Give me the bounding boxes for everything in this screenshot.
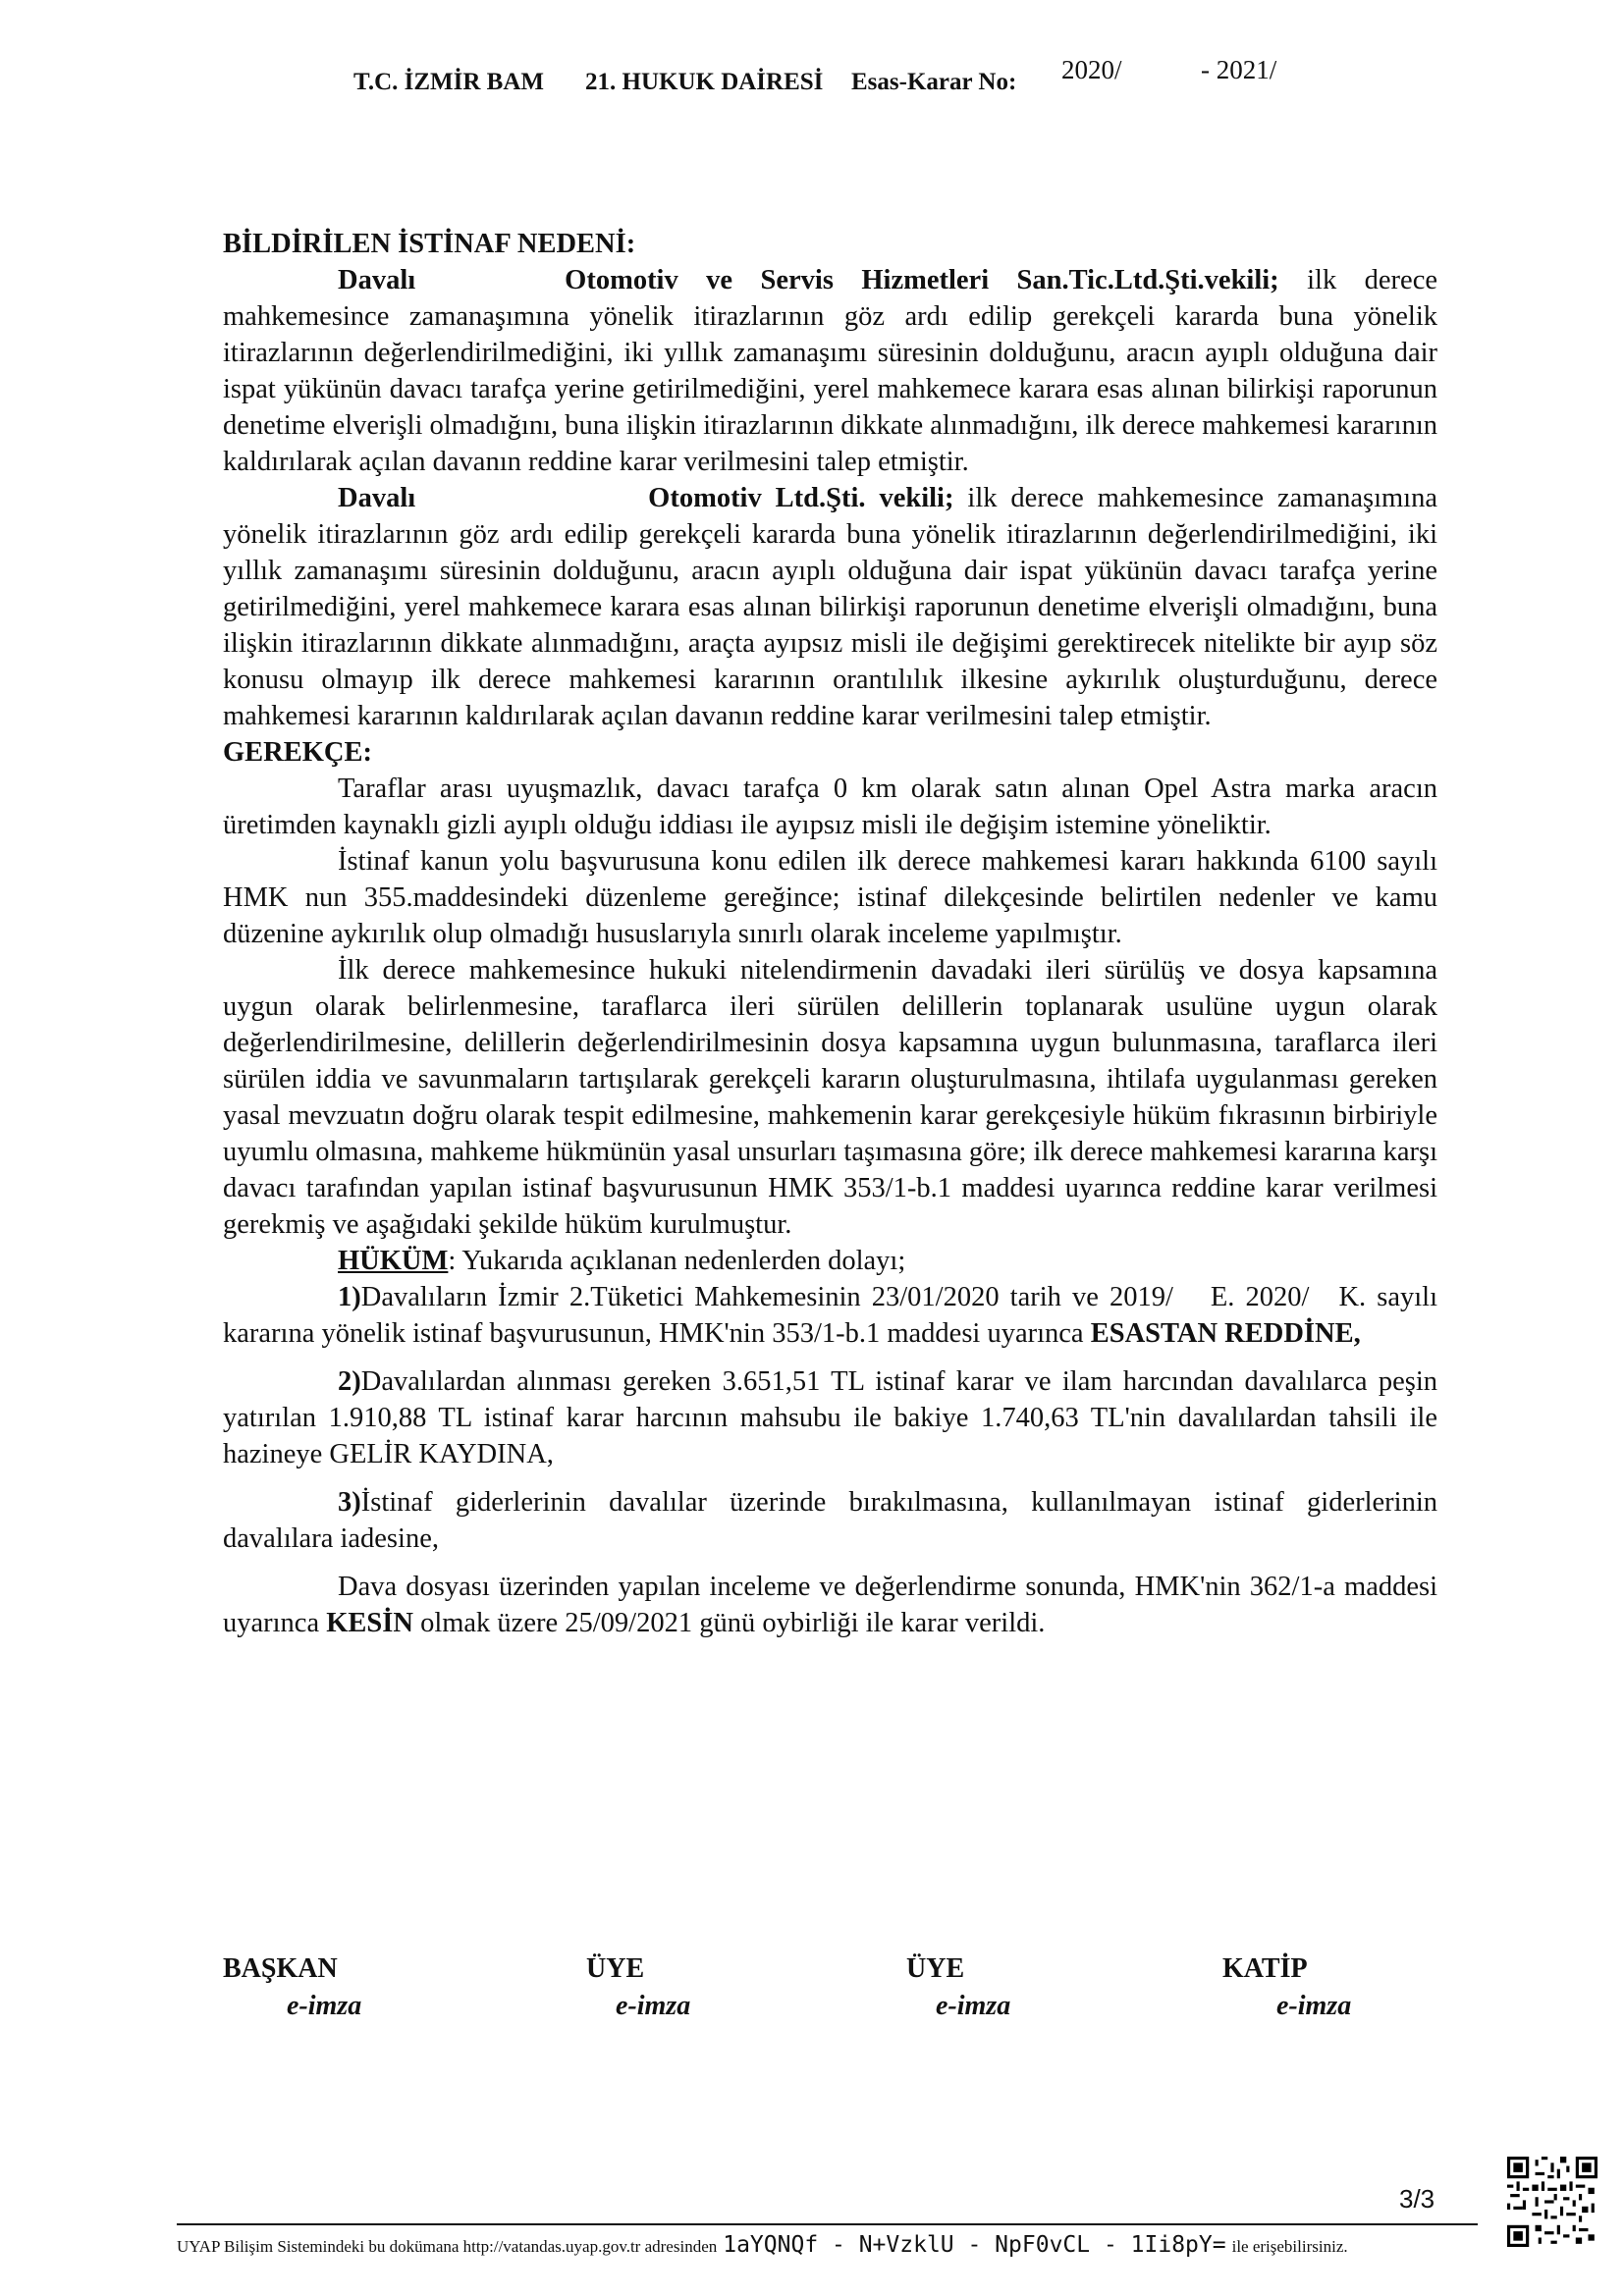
party-role: Davalı <box>338 265 416 295</box>
party-role: Davalı <box>338 483 416 513</box>
item-text: Davalıların İzmir 2.Tüketici Mahkemesinin 23/01/2020 tarih ve 2019/ <box>360 1282 1173 1312</box>
item-text: İstinaf giderlerinin davalılar üzerinde bırakılmasına, kullanılmayan istinaf giderlerinin davalılara iadesine, <box>223 1487 1437 1554</box>
esas-number: 2020/ <box>1061 55 1122 84</box>
paragraph-text: ilk derece mahkemesince zamanaşımına yönelik itirazlarının göz ardı edilip gerekçeli kararda buna yönelik itirazlarının değerlendirilmediğini, iki yıllık zamanaşımı süresinin dolduğunu, aracın ayıplı olduğuna dair ispat yükünün davacı tarafça yerine getirilmediğini, yerel mahkemece karara esas alınan bilirkişi raporunun denetime elverişli olmadığını, buna ilişkin itirazlarının dikkate alınmadığını, araçta ayıpsız misli ile değişimi gerektirecek nitelikte bir ayıp söz konusu olmayıp ilk derece mahkemesi kararının orantılılık ilkesine aykırılık oluşturduğunu, derece mahkemesi kararının kaldırılarak açılan davanın reddine karar verilmesini talep etmiştir. <box>223 483 1437 731</box>
e-signature: e-imza <box>616 1991 691 2021</box>
e-signature: e-imza <box>287 1991 362 2021</box>
paragraph-text: ilk derece mahkemesince zamanaşımına yönelik itirazlarının göz ardı edilip gerekçeli kararda buna yönelik itirazlarının değerlendirilmediğini, iki yıllık zamanaşımı süresinin dolduğunu, aracın ayıplı olduğuna dair ispat yükünün davacı tarafça yerine getirilmediğini, yerel mahkemece karara esas alınan bilirkişi raporunun denetime elverişli olmadığını, buna ilişkin itirazlarının dikkate alınmadığını, ilk derece mahkemesi kararının kaldırılarak açılan davanın reddine karar verilmesini talep etmiştir. <box>223 265 1438 477</box>
signature-uye-2 <box>906 1953 1010 2022</box>
final-kesin: KESİN <box>326 1608 413 1638</box>
signature-role: ÜYE <box>586 1953 645 1984</box>
item-text: Davalılardan alınması gereken 3.651,51 TL istinaf karar ve ilam harcından davalılarca peşin yatırılan 1.910,88 TL istinaf karar harcının mahsubu ile bakiye 1.740,63 TL'nin davalılardan tahsili ile hazineye GELİR KAYDINA, <box>223 1366 1437 1469</box>
hukum-item-2 <box>223 1363 1437 1472</box>
item-text-rest: K. sayılı kararına yönelik istinaf başvurusunun, HMK'nin 353/1-b.1 maddesi uyarınca <box>223 1282 1437 1349</box>
signature-uye-1 <box>586 1953 690 2022</box>
signature-block <box>223 1953 1437 2042</box>
e-signature: e-imza <box>936 1991 1011 2021</box>
case-number-label: Esas-Karar No: <box>851 69 1017 95</box>
final-text-a: Dava dosyası üzerinden yapılan inceleme ve değerlendirme sonunda, HMK'nin 362/1-a maddesi uyarınca <box>223 1572 1437 1638</box>
esas-suffix: E. <box>1210 1282 1235 1312</box>
page-footer <box>177 2228 1483 2262</box>
hukum-final <box>223 1569 1437 1641</box>
istinaf-heading: BİLDİRİLEN İSTİNAF NEDENİ: <box>223 229 636 259</box>
hukum-intro-text: : Yukarıda açıklanan nedenlerden dolayı; <box>448 1246 906 1276</box>
party-name: Otomotiv Ltd.Şti. vekili; <box>648 483 954 513</box>
chamber-name: 21. HUKUK DAİRESİ <box>585 69 824 95</box>
signature-role: KATİP <box>1222 1953 1308 1984</box>
footer-suffix: ile erişebilirsiniz. <box>1231 2237 1348 2256</box>
hukum-item-3 <box>223 1484 1437 1557</box>
document-body <box>223 226 1437 1641</box>
party-name: Otomotiv ve Servis Hizmetleri San.Tic.Ltd.Şti.vekili; <box>565 265 1279 295</box>
hukum-label: HÜKÜM <box>338 1246 449 1276</box>
signature-role: ÜYE <box>906 1953 965 1984</box>
page-header <box>353 51 1335 100</box>
e-signature: e-imza <box>1276 1991 1352 2021</box>
item-decision: ESASTAN REDDİNE, <box>1090 1318 1361 1349</box>
item-number: 1) <box>338 1282 361 1312</box>
verification-code: 1aYQNQf - N+VzklU - NpF0vCL - 1Ii8pY= <box>723 2232 1226 2258</box>
item-number: 3) <box>338 1487 361 1518</box>
footer-prefix: UYAP Bilişim Sistemindeki bu dokümana http://vatandas.uyap.gov.tr adresinden <box>177 2237 718 2256</box>
istinaf-paragraph-2 <box>223 480 1437 734</box>
hukum-intro <box>223 1243 1437 1279</box>
footer-divider <box>177 2223 1478 2225</box>
final-text-b: olmak üzere 25/09/2021 günü oybirliği ile karar verildi. <box>420 1608 1046 1638</box>
signature-baskan <box>223 1953 361 2022</box>
gerekce-heading: GEREKÇE: <box>223 737 373 768</box>
item-number: 2) <box>338 1366 361 1397</box>
karar-number: - 2021/ <box>1201 55 1277 84</box>
signature-katip <box>1222 1953 1351 2022</box>
gerekce-paragraph-3: İlk derece mahkemesince hukuki nitelendirmenin davadaki ileri sürülüş ve dosya kapsamına uygun olarak belirlenmesine, taraflarca ileri sürülen delillerin toplanarak usulüne uygun olarak değerlendirilmesine, delillerin değerlendirilmesinin dosya kapsamına uygun bulunmasına, taraflarca ileri sürülen iddia ve savunmaların tartışılarak gerekçeli kararın oluşturulmasına, ihtilafa uygulanması gereken yasal mevzuatın doğru olarak tespit edilmesine, mahkemenin karar gerekçesiyle hüküm fıkrasının birbiriyle uyumlu olmasına, mahkeme hükmünün yasal unsurları taşımasına göre; ilk derece mahkemesi kararına karşı davacı tarafından yapılan istinaf başvurusunun HMK 353/1-b.1 maddesi uyarınca reddine karar verilmesi gerekmiş ve aşağıdaki şekilde hüküm kurulmuştur. <box>223 955 1438 1240</box>
gerekce-paragraph-1: Taraflar arası uyuşmazlık, davacı tarafça 0 km olarak satın alınan Opel Astra marka aracın üretimden kaynaklı gizli ayıplı olduğu iddiası ile ayıpsız misli ile değişim istemine yöneliktir. <box>223 774 1437 840</box>
court-name: T.C. İZMİR BAM <box>353 69 544 95</box>
istinaf-paragraph-1 <box>223 262 1437 480</box>
page-number: 3/3 <box>1399 2184 1435 2214</box>
gerekce-paragraph-2: İstinaf kanun yolu başvurusuna konu edilen ilk derece mahkemesi kararı hakkında 6100 sayılı HMK nun 355.maddesindeki düzenleme gereğince; istinaf dilekçesinde belirtilen nedenler ve kamu düzenine aykırılık olup olmadığı hususlarıyla sınırlı olarak inceleme yapılmıştır. <box>223 846 1437 949</box>
karar-year: 2020/ <box>1245 1282 1310 1312</box>
qr-code-icon[interactable] <box>1507 2157 1597 2247</box>
signature-role: BAŞKAN <box>223 1953 338 1984</box>
hukum-item-1 <box>223 1279 1437 1352</box>
